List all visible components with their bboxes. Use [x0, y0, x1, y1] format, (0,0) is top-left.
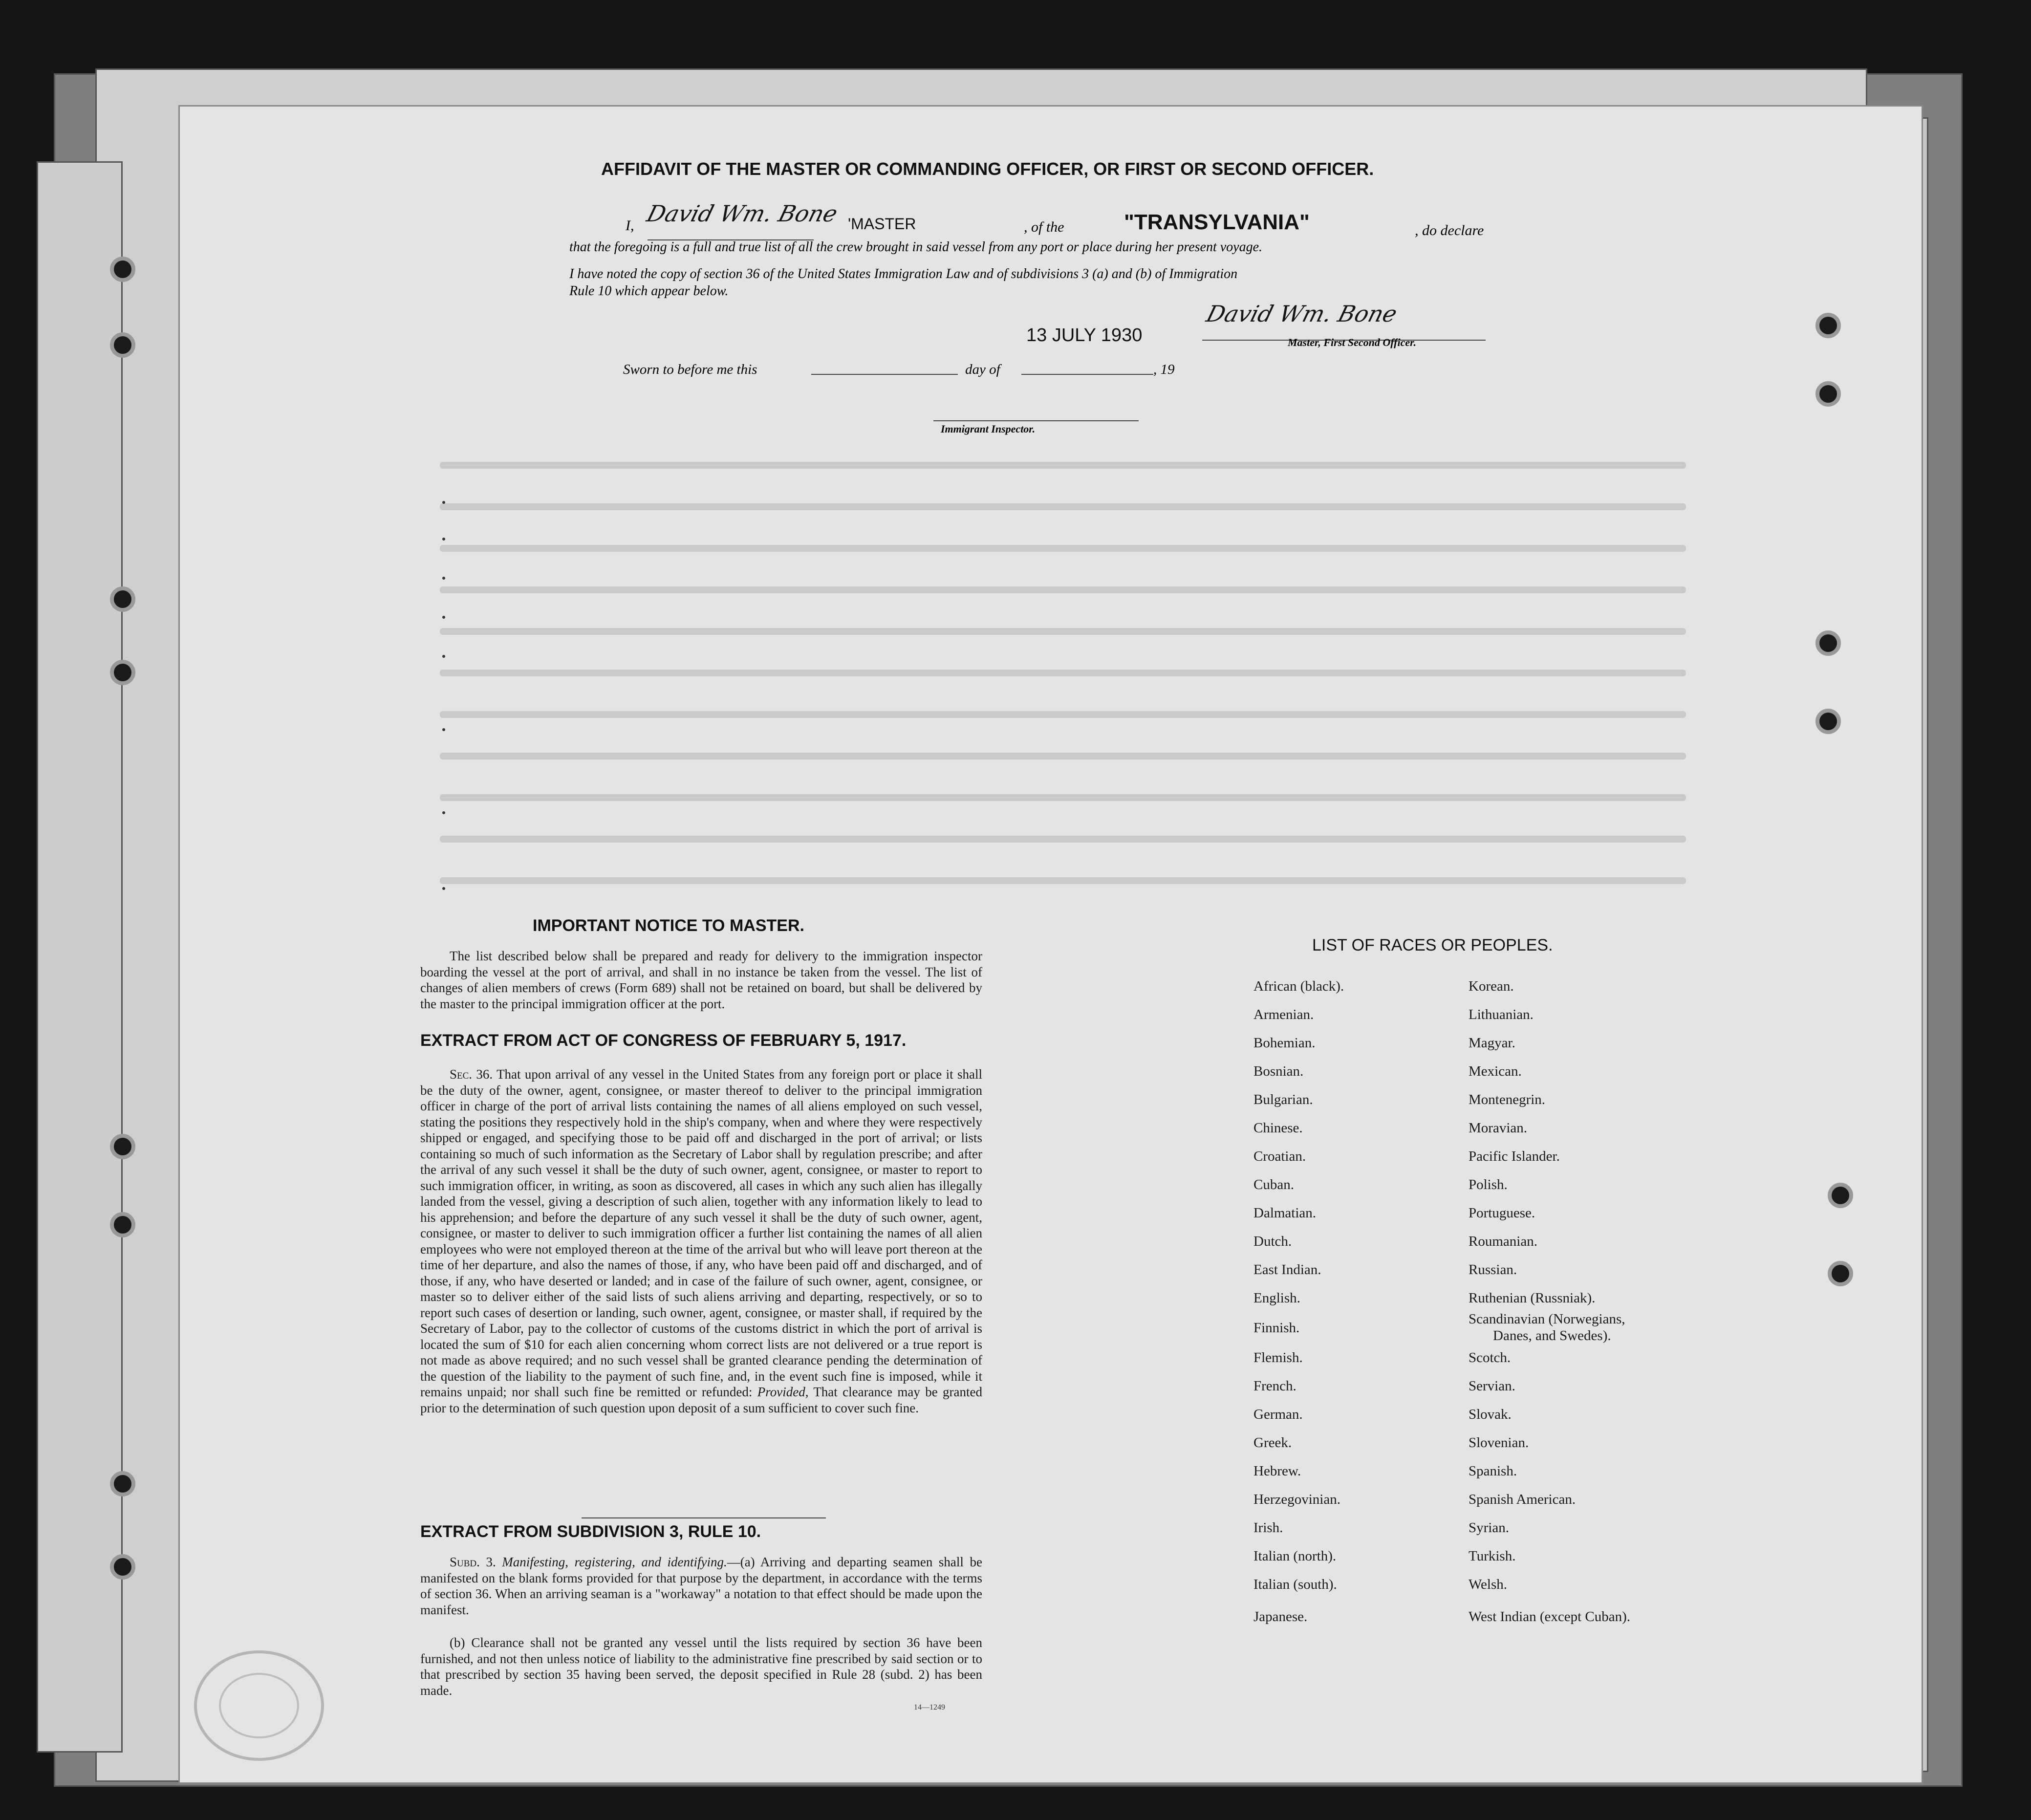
race-item: Dalmatian. [1253, 1205, 1317, 1221]
race-item: Herzegovinian. [1253, 1492, 1340, 1507]
date-stamp: 13 JULY 1930 [1026, 325, 1143, 346]
day-of-label: day of [965, 362, 1000, 377]
section-number: Sec. 36. [450, 1067, 493, 1082]
master-signature-top: David Wm. Bone [644, 200, 841, 227]
fill-line [811, 374, 958, 375]
provided-word: Provided, [757, 1385, 809, 1399]
extract-act-text [420, 1066, 982, 1416]
race-item: West Indian (except Cuban). [1469, 1609, 1631, 1625]
race-item: Bosnian. [1253, 1063, 1304, 1079]
race-item: African (black). [1253, 978, 1344, 994]
margin-mark [442, 728, 445, 731]
para-a-text: —(a) Arriving and departing seamen shall be manifested on the blank forms provided for that purpose by the department, in accordance with the terms of section 36. When an arriving seaman is a "workaway" a notation to that effect should be made upon the manifest. [420, 1555, 982, 1617]
race-item: Turkish. [1469, 1548, 1516, 1564]
race-item: Greek. [1253, 1435, 1292, 1451]
race-item: Hebrew. [1253, 1463, 1301, 1479]
race-item: Croatian. [1253, 1148, 1306, 1164]
margin-mark [442, 887, 445, 890]
bleed-through-row [440, 794, 1686, 801]
race-item: Russian. [1469, 1262, 1517, 1278]
race-item: East Indian. [1253, 1262, 1321, 1278]
race-item: Syrian. [1469, 1520, 1509, 1536]
race-item: Armenian. [1253, 1007, 1314, 1022]
race-item: Italian (north). [1253, 1548, 1337, 1564]
race-item: Japanese. [1253, 1609, 1308, 1625]
binder-hole [1828, 1261, 1853, 1286]
subd-number: Subd. 3. [450, 1555, 496, 1569]
race-item: Bohemian. [1253, 1035, 1316, 1051]
binder-hole [110, 586, 135, 612]
race-item: Scotch. [1469, 1350, 1511, 1365]
vessel-name: "TRANSYLVANIA" [1124, 210, 1310, 234]
affidavit-line-3: I have noted the copy of section 36 of the United States Immigration Law and of subdivisions 3 (a) and (b) of Immigration [569, 266, 1238, 282]
race-item: Spanish. [1469, 1463, 1517, 1479]
margin-mark [442, 811, 445, 814]
bleed-through-row [440, 586, 1686, 593]
section-body-end: That clearance may be granted prior to the determination of such question upon deposit of a sum sufficient to cover such fine. [420, 1385, 982, 1415]
extract-act-title: EXTRACT FROM ACT OF CONGRESS OF FEBRUARY 5, 1917. [420, 1031, 907, 1050]
race-item: French. [1253, 1378, 1296, 1394]
master-signature-bottom: David Wm. Bone [1203, 301, 1400, 327]
bleed-through-row [440, 628, 1686, 635]
margin-mark [442, 501, 445, 504]
margin-mark [442, 538, 445, 541]
affidavit-line-2: that the foregoing is a full and true list of all the crew brought in said vessel from any port or place during her present voyage. [569, 239, 1263, 255]
race-item: Italian (south). [1253, 1577, 1337, 1592]
bleed-through-row [440, 503, 1686, 510]
office-stamp-graphic [186, 1642, 332, 1769]
of-the-label: , of the [1024, 219, 1064, 235]
bleed-through-row [440, 753, 1686, 759]
binder-hole [1815, 630, 1841, 656]
binder-hole [110, 1471, 135, 1496]
binder-hole [110, 1554, 135, 1580]
races-title: LIST OF RACES OR PEOPLES. [1312, 936, 1553, 954]
bleed-through-row [440, 836, 1686, 843]
affidavit-title: AFFIDAVIT OF THE MASTER OR COMMANDING OFFICER, OR FIRST OR SECOND OFFICER. [601, 159, 1374, 179]
rule-para-b: (b) Clearance shall not be granted any vessel until the lists required by section 36 have been furnished, and not then unless notice of liability to the administrative fine prescribed by said section or to that prescribed by section 35 having been served, the deposit specified in Rule 28 (subd. 2) has been made. [420, 1635, 982, 1698]
race-item: Korean. [1469, 978, 1514, 994]
year-label: , 19 [1153, 362, 1175, 377]
binder-hole [1828, 1183, 1853, 1208]
race-item: Spanish American. [1469, 1492, 1576, 1507]
race-item: Chinese. [1253, 1120, 1303, 1136]
binder-hole [110, 257, 135, 282]
affidavit-i: I, [626, 217, 634, 234]
race-item: Finnish. [1253, 1320, 1300, 1336]
subd-title: Manifesting, registering, and identifying. [502, 1555, 727, 1569]
race-item: Irish. [1253, 1520, 1283, 1536]
race-item: Moravian. [1469, 1120, 1527, 1136]
bleed-through-row [440, 670, 1686, 676]
race-item: Montenegrin. [1469, 1092, 1546, 1107]
race-item: Roumanian. [1469, 1234, 1537, 1249]
race-item: Flemish. [1253, 1350, 1303, 1365]
race-item: Cuban. [1253, 1177, 1294, 1192]
binder-hole [1815, 709, 1841, 734]
bleed-through-row [440, 877, 1686, 884]
race-item: Pacific Islander. [1469, 1148, 1560, 1164]
divider [582, 1517, 826, 1518]
sworn-label: Sworn to before me this [623, 362, 757, 377]
bleed-through-row [440, 545, 1686, 552]
race-item: Portuguese. [1469, 1205, 1535, 1221]
binder-hole [110, 1134, 135, 1159]
race-item: German. [1253, 1407, 1303, 1422]
race-item: English. [1253, 1290, 1300, 1306]
binder-hole [110, 660, 135, 685]
affidavit-line-4: Rule 10 which appear below. [569, 283, 729, 299]
margin-mark [442, 577, 445, 580]
bleed-through-row [440, 711, 1686, 718]
race-item: Servian. [1469, 1378, 1515, 1394]
race-item: Lithuanian. [1469, 1007, 1534, 1022]
race-item: Slovak. [1469, 1407, 1512, 1422]
race-item: Dutch. [1253, 1234, 1292, 1249]
binder-hole [1815, 381, 1841, 407]
signer-title: Master, First Second Officer. [1288, 336, 1417, 348]
race-item: Ruthenian (Russniak). [1469, 1290, 1596, 1306]
race-item: Slovenian. [1469, 1435, 1529, 1451]
do-declare-label: , do declare [1415, 222, 1484, 238]
margin-mark [442, 616, 445, 619]
binder-hole [1815, 313, 1841, 338]
binder-hole [110, 332, 135, 358]
race-item-continuation: Danes, and Swedes). [1493, 1328, 1611, 1343]
margin-mark [442, 655, 445, 658]
race-item: Welsh. [1469, 1577, 1508, 1592]
race-item: Scandinavian (Norwegians, [1469, 1311, 1625, 1327]
fill-line [933, 420, 1139, 421]
inspector-label: Immigrant Inspector. [941, 423, 1036, 435]
fill-line [1021, 374, 1153, 375]
form-number: 14—1249 [914, 1703, 945, 1712]
extract-rule-title: EXTRACT FROM SUBDIVISION 3, RULE 10. [420, 1522, 761, 1541]
section-body: That upon arrival of any vessel in the United States from any foreign port or place it shall be the duty of the owner, agent, consignee, or master thereof to deliver to the principal immigration officer in charge of the port of arrival lists containing the names of all aliens employed on such vessel, stating the positions they respectively hold in the ship's company, when and where they were respectively shipped or engaged, and specifying those to be paid off and discharged in the port of arrival; or lists containing so much of such information as the Secretary of Labor shall by regulation prescribe; and after the arrival of any such vessel it shall be the duty of such owner, agent, consignee, or master to report to such immigration officer, in writing, as soon as discovered, all cases in which any such alien has illegally landed from the vessel, giving a description of such alien, together with any information likely to lead to his apprehension; and before the departure of any such vessel it shall be the duty of such owner, agent, consignee, or master to deliver to such immigration officer a further list containing the names of all alien employees who were not employed thereon at the time of the arrival but who will leave port thereon at the time of her departure, and also the names of those, if any, who have been paid off and discharged, and of those, if any, who have deserted or landed; and in case of the failure of such owner, agent, consignee, or master so to deliver either of the said lists of such aliens arriving and departing, respectively, or so to report such cases of desertion or landing, such owner, agent, consignee, or master shall, if required by the Secretary of Labor, pay to the collector of customs of the customs district in which the port of arrival is located the sum of $10 for each alien concerning whom correct lists are not delivered or a true report is not made as above required; and no such vessel shall be granted clearance pending the determination of the question of the liability to the payment of such fine, and, in the event such fine is imposed, while it remains unpaid; nor shall such fine be remitted or refunded: [420, 1067, 983, 1399]
binder-stub [37, 161, 123, 1753]
rank-label: 'MASTER [848, 215, 916, 233]
race-item: Mexican. [1469, 1063, 1522, 1079]
race-item: Magyar. [1469, 1035, 1515, 1051]
rule-para-a [420, 1554, 982, 1618]
binder-hole [110, 1212, 135, 1237]
race-item: Polish. [1469, 1177, 1508, 1192]
notice-title: IMPORTANT NOTICE TO MASTER. [533, 916, 804, 935]
notice-text: The list described below shall be prepared and ready for delivery to the immigration inspector boarding the vessel at the port of arrival, and shall in no instance be taken from the vessel. The list of changes of alien members of crews (Form 689) shall not be retained on board, but shall be delivered by the master to the principal immigration officer at the port. [420, 949, 982, 1011]
bleed-through-row [440, 462, 1686, 469]
race-item: Bulgarian. [1253, 1092, 1313, 1107]
